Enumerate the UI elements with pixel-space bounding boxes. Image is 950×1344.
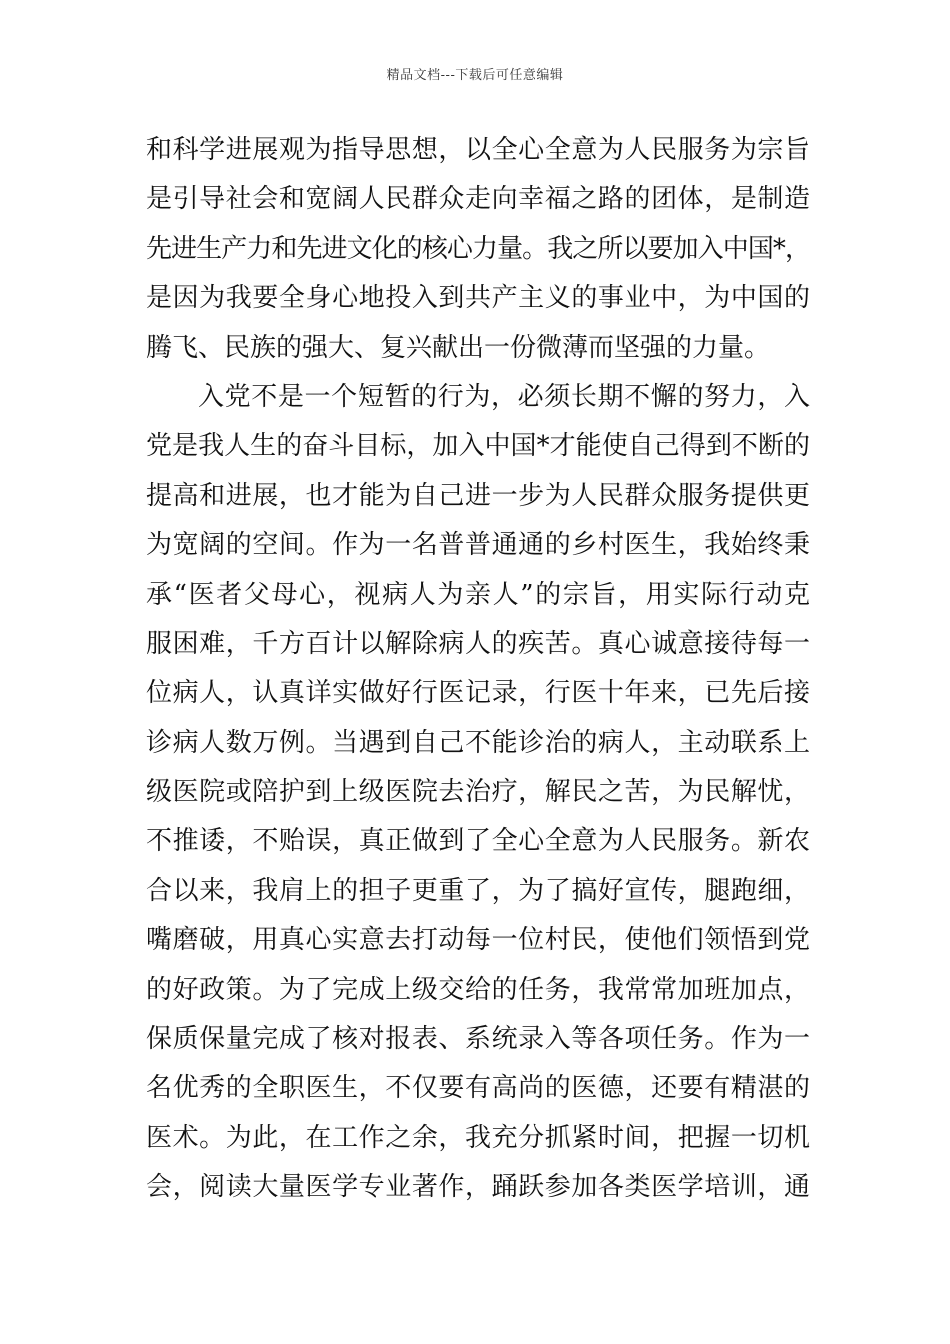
text-line: 腾飞、民族的强大、复兴献出一份微薄而坚强的力量。 xyxy=(146,332,771,363)
text-line: 承“医者父母心，视病人为亲人”的宗旨，用实际行动克 xyxy=(146,579,810,610)
text-line: 名优秀的全职医生，不仅要有高尚的医德，还要有精湛的 xyxy=(146,1073,810,1104)
text-line: 级医院或陪护到上级医院去治疗，解民之苦，为民解忧， xyxy=(146,777,810,808)
text-line: 保质保量完成了核对报表、系统录入等各项任务。作为一 xyxy=(146,1024,810,1055)
paragraph-1 xyxy=(146,126,810,373)
text-line: 为宽阔的空间。作为一名普普通通的乡村医生，我始终秉 xyxy=(146,530,810,561)
text-line: 提高和进展，也才能为自己进一步为人民群众服务提供更 xyxy=(146,480,810,511)
text-line: 党是我人生的奋斗目标，加入中国*才能使自己得到不断的 xyxy=(146,431,810,462)
document-body xyxy=(146,126,810,1213)
page-header: 精品文档---下载后可任意编辑 xyxy=(386,68,564,83)
text-line: 服困难，千方百计以解除病人的疾苦。真心诚意接待每一 xyxy=(146,628,810,659)
text-line: 入党不是一个短暂的行为，必须长期不懈的努力，入 xyxy=(198,381,810,412)
text-line: 和科学进展观为指导思想，以全心全意为人民服务为宗旨 xyxy=(146,135,810,165)
text-line: 医术。为此，在工作之余，我充分抓紧时间，把握一切机 xyxy=(146,1122,810,1153)
text-line: 的好政策。为了完成上级交给的任务，我常常加班加点， xyxy=(146,974,810,1005)
text-line: 合以来，我肩上的担子更重了，为了搞好宣传，腿跑细， xyxy=(146,875,810,906)
text-line: 嘴磨破，用真心实意去打动每一位村民，使他们领悟到党 xyxy=(146,925,810,956)
text-line: 先进生产力和先进文化的核心力量。我之所以要加入中国*， xyxy=(146,233,810,264)
text-line: 是因为我要全身心地投入到共产主义的事业中，为中国的 xyxy=(146,283,810,314)
text-line: 是引导社会和宽阔人民群众走向幸福之路的团体，是制造 xyxy=(146,184,810,215)
text-line: 诊病人数万例。当遇到自己不能诊治的病人，主动联系上 xyxy=(146,727,810,758)
text-line: 位病人，认真详实做好行医记录，行医十年来，已先后接 xyxy=(146,678,810,709)
text-line: 会，阅读大量医学专业著作，踊跃参加各类医学培训，通 xyxy=(146,1172,810,1203)
paragraph-2 xyxy=(146,373,810,1213)
text-line: 不推诿，不贻误，真正做到了全心全意为人民服务。新农 xyxy=(146,826,810,857)
